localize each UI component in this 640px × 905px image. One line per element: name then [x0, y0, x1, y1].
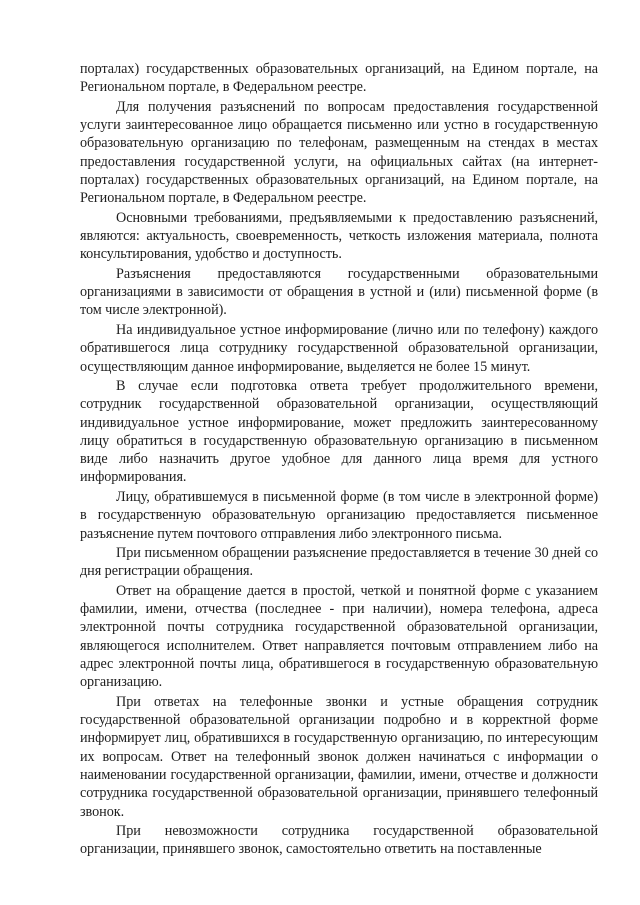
paragraph-clarification-channels: Для получения разъяснений по вопросам предоставления государственной услуги заинтересованное лицо обращается письменно или устно в государственную образовательную организацию по телефонам, размещенным на стендах в местах предоставления государственной услуги, на официальных сайтах (на интернет-порталах) государственных образовательных организаций, на Едином портале, на Региональном портале, в Федеральном реестре.	[80, 98, 598, 207]
paragraph-unable-to-answer: При невозможности сотрудника государственной образовательной организации, принявшего звонок, самостоятельно ответить на поставленные	[80, 823, 598, 858]
paragraph-forms: Разъяснения предоставляются государственными образовательными организациями в зависимости от обращения в устной и (или) письменной форме (в том числе электронной).	[80, 265, 598, 319]
paragraph-answer-format: Ответ на обращение дается в простой, четкой и понятной форме с указанием фамилии, имени, отчества (последнее - при наличии), номера телефона, адреса электронной почты сотрудника государственной образовательной организации, являющегося исполнителем. Ответ направляется почтовым отправлением либо на адрес электронной почты лица, обратившегося в государственную образовательную организацию.	[80, 582, 598, 691]
paragraph-phone-calls: При ответах на телефонные звонки и устные обращения сотрудник государственной образовательной организации подробно и в корректной форме информирует лиц, обратившихся в государственную организацию, по интересующим их вопросам. Ответ на телефонный звонок должен начинаться с информации о наименовании государственной организации, фамилии, имени, отчестве и должности сотрудника государственной образовательной организации, принявшего телефонный звонок.	[80, 693, 598, 820]
paragraph-requirements: Основными требованиями, предъявляемыми к предоставлению разъяснений, являются: актуальность, своевременность, четкость изложения материала, полнота консультирования, удобство и доступность.	[80, 209, 598, 263]
paragraph-30-days: При письменном обращении разъяснение предоставляется в течение 30 дней со дня регистрации обращения.	[80, 545, 598, 580]
paragraph-long-preparation: В случае если подготовка ответа требует продолжительного времени, сотрудник государственной образовательной организации, осуществляющий индивидуальное устное информирование, может предложить заинтересованному лицу обратиться в государственную образовательную организацию в письменном виде либо назначить другое удобное для данного лица время для устного информирования.	[80, 377, 598, 486]
paragraph-oral-time-limit: На индивидуальное устное информирование (лично или по телефону) каждого обратившегося лица сотруднику государственной образовательной организации, осуществляющим данное информирование, выделяется не более 15 минут.	[80, 321, 598, 375]
paragraph-written-form: Лицу, обратившемуся в письменной форме (в том числе в электронной форме) в государственную образовательную организацию предоставляется письменное разъяснение путем почтового отправления либо электронного письма.	[80, 488, 598, 542]
paragraph-continuation: порталах) государственных образовательных организаций, на Едином портале, на Региональном портале, в Федеральном реестре.	[80, 61, 598, 96]
